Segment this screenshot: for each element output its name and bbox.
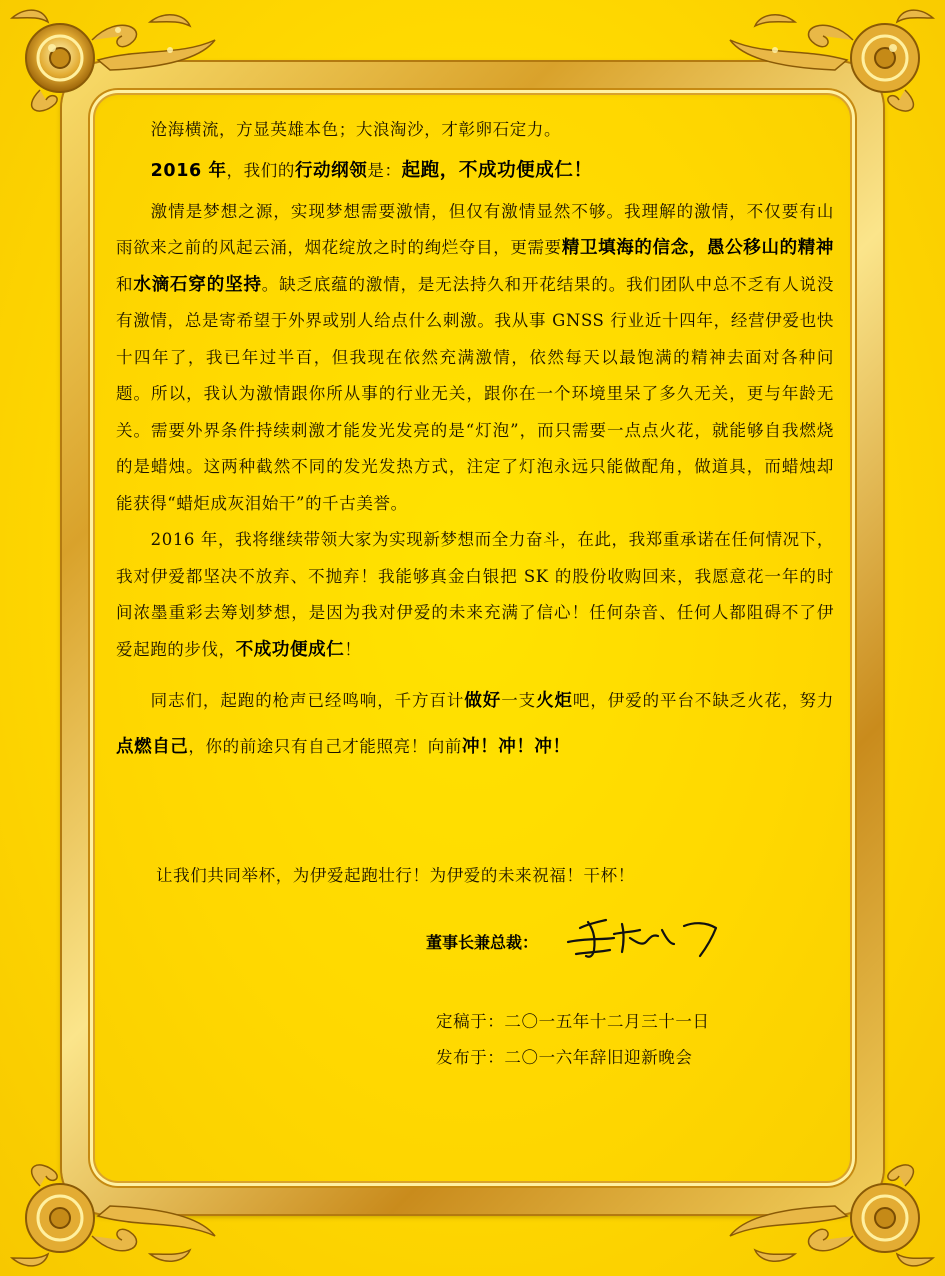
bold-phrase: 愚公移山的精神 (707, 238, 834, 258)
text-segment: 是： (367, 160, 402, 180)
year-label: 2016 年 (150, 160, 227, 181)
text-segment: ，你的前途只有自己才能照亮！向前 (188, 737, 463, 756)
paragraph-call-to-action (116, 678, 834, 770)
date-finalized: 定稿于：二〇一五年十二月三十一日 (436, 1012, 710, 1031)
handwritten-signature (566, 898, 726, 968)
text-segment: 和 (116, 274, 134, 294)
opening-text: 沧海横流，方显英雄本色；大浪淘沙，才彰卵石定力。 (150, 120, 562, 139)
paragraph-commitment (116, 522, 834, 668)
bold-phrase: 做好 (464, 691, 502, 711)
bold-phrase: 点燃自己 (116, 737, 189, 757)
ornament-corner-bottom-left (0, 1156, 230, 1276)
bold-phrase: 行动纲领 (294, 160, 368, 181)
signer-title: 董事长兼总裁： (426, 933, 539, 952)
letter-body (116, 112, 834, 770)
bold-comma: ， (688, 238, 708, 258)
date-published: 发布于：二〇一六年辞旧迎新晚会 (436, 1048, 693, 1067)
toast-line: 让我们共同举杯，为伊爱起跑壮行！为伊爱的未来祝福！干杯！ (156, 866, 635, 885)
text-segment: 2016 年，我将继续带领大家为实现新梦想而全力奋斗，在此，我郑重承诺在任何情况下，我对伊爱都坚决不放弃、不抛弃！我能够真金白银把 SK 的股份收购回来，我愿意花一年的时间浓墨重彩去筹划梦想，是因为我对伊爱的未来充满了信心！任何杂音、任何人都阻碍不了伊爱起跑的步伐， (116, 530, 834, 659)
bold-phrase: 不成功便成仁 (235, 639, 345, 660)
text-segment: 一支 (501, 691, 537, 710)
ornament-corner-bottom-right (715, 1156, 945, 1276)
ornament-corner-top-right (715, 0, 945, 120)
text-segment: ！ (344, 639, 362, 659)
paragraph-opening (116, 112, 834, 148)
ornament-corner-top-left (0, 0, 230, 120)
text-segment: 。缺乏底蕴的激情，是无法持久和开花结果的。我们团队中总不乏有人说没有激情，总是寄希望于外界或别人给点什么刺激。我从事 GNSS 行业近十四年，经营伊爱也快十四年了，我已年过半百，但我现在依然充满激情，依然每天以最饱满的精神去面对各种问题。所以，我认为激情跟你所从事的行业无关，跟你在一个环境里呆了多久无关，更与年龄无关。需要外界条件持续刺激才能发光发亮的是“灯泡”，而只需要一点点火花，就能够自我燃烧的是蜡烛。这两种截然不同的发光发热方式，注定了灯泡永远只能做配角，做道具，而蜡烛却能获得“蜡炬成灰泪始干”的千古美誉。 (116, 274, 834, 513)
paragraph-passion (116, 194, 834, 523)
motto-phrase: 起跑，不成功便成仁！ (401, 159, 593, 181)
bold-phrase: 火炬 (536, 691, 573, 711)
bold-phrase: 精卫填海的信念 (561, 238, 689, 258)
bold-phrase: 冲！冲！冲！ (462, 737, 571, 757)
paragraph-action-plan (116, 151, 834, 191)
text-segment: 同志们，起跑的枪声已经鸣响，千方百计 (150, 691, 465, 710)
bold-phrase: 水滴石穿的坚持 (133, 274, 262, 295)
text-segment: 吧，伊爱的平台不缺乏火花，努力 (572, 691, 835, 710)
text-segment: ，我们的 (226, 160, 295, 180)
text-segment: 激情是梦想之源，实现梦想需要激情，但仅有激情显然不够。我理解的激情，不仅要有山雨欲来之前的风起云涌，烟花绽放之时的绚烂夺目，更需要 (116, 201, 834, 257)
